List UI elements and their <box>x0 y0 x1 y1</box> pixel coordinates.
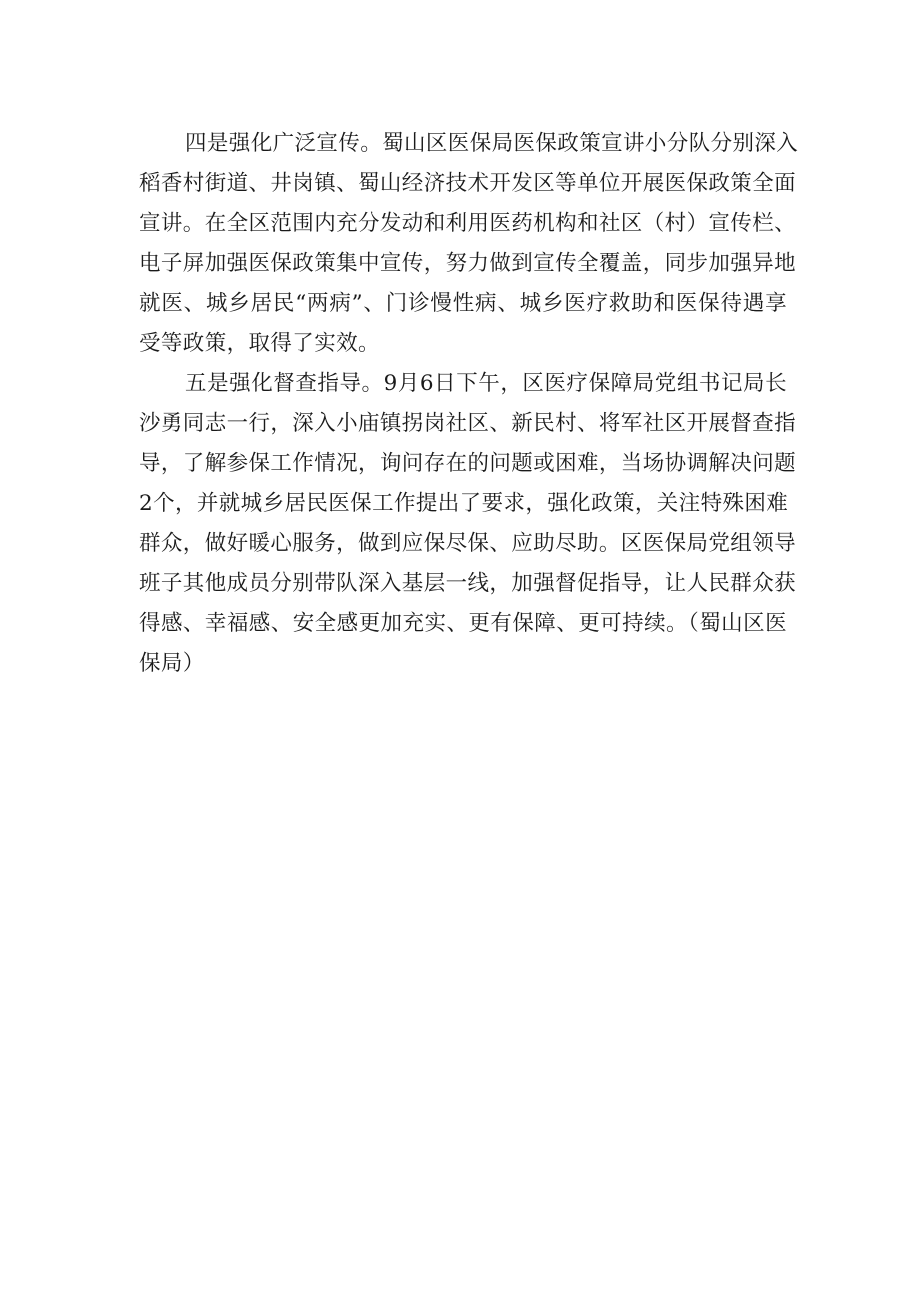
paragraph-line: 宣讲。在全区范围内充分发动和利用医药机构和社区（村）宣传栏、 <box>139 211 797 236</box>
paragraph-publicity <box>139 124 799 364</box>
paragraph-line: 导，了解参保工作情况，询问存在的问题或困难，当场协调解决问题 <box>139 451 797 476</box>
paragraph-line: 五是强化督查指导。9月6日下午，区医疗保障局党组书记局长 <box>185 371 787 396</box>
paragraph-line: 班子其他成员分别带队深入基层一线，加强督促指导，让人民群众获 <box>139 571 797 596</box>
paragraph-line: 沙勇同志一行，深入小庙镇拐岗社区、新民村、将军社区开展督查指 <box>139 411 797 436</box>
paragraph-line: 四是强化广泛宣传。蜀山区医保局医保政策宣讲小分队分别深入 <box>185 131 799 156</box>
paragraph-line: 得感、幸福感、安全感更加充实、更有保障、更可持续。（蜀山区医 <box>139 611 787 636</box>
paragraph-supervision <box>139 364 797 684</box>
paragraph-line: 就医、城乡居民“两病”、门诊慢性病、城乡医疗救助和医保待遇享 <box>139 291 787 316</box>
paragraph-line: 稻香村街道、井岗镇、蜀山经济技术开发区等单位开展医保政策全面 <box>139 171 797 196</box>
paragraph-line: 群众，做好暖心服务，做到应保尽保、应助尽助。区医保局党组领导 <box>139 531 797 556</box>
paragraph-line: 2个，并就城乡居民医保工作提出了要求，强化政策，关注特殊困难 <box>139 491 789 516</box>
paragraph-line: 保局） <box>139 651 205 676</box>
paragraph-line: 受等政策，取得了实效。 <box>139 331 380 356</box>
document-body <box>139 124 799 684</box>
paragraph-line: 电子屏加强医保政策集中宣传，努力做到宣传全覆盖，同步加强异地 <box>139 251 797 276</box>
